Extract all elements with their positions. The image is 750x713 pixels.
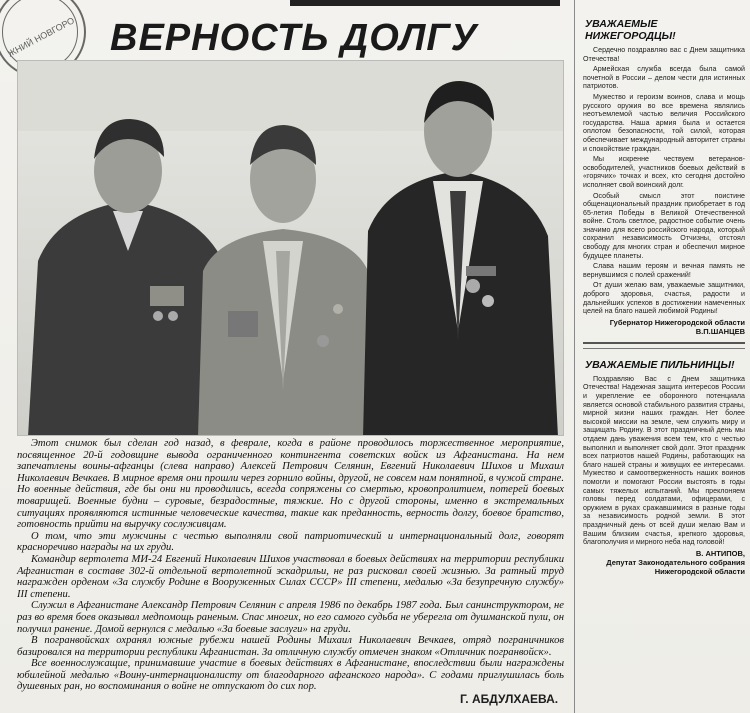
signature-line: Депутат Законодательного собрания <box>606 557 745 567</box>
signature-line: В.П.ШАНЦЕВ <box>695 326 745 336</box>
photo-illustration <box>18 61 564 436</box>
greeting1-paragraph: Мужество и героизм воинов, слава и мощь русского оружия во все времена являлись неотъемлемой частью величия Российского государства. Наша армия была и остается оплотом безопасности, той силой, которая обеспечивает международный авторитет страны и спокойствие граждан. <box>583 92 745 153</box>
article-paragraph: Служил в Афганистане Александр Петрович Селянин с апреля 1986 по декабрь 1987 года. Был санинструктором, не раз во время боев оказывал медпомощь раненым. Спас многих, но его самого судьба не уберегла от душманской пули, он получил ранение. Домой вернулся с медалью «За боевые заслуги» на груди. <box>17 600 564 635</box>
greeting1-paragraph: Слава нашим героям и вечная память не вернувшимся с полей сражений! <box>583 262 745 279</box>
greeting1-paragraph: Армейская служба всегда была самой почетной в России – делом чести для истинных патриотов. <box>583 65 745 91</box>
greeting2-text <box>583 375 745 547</box>
article-paragraph: Командир вертолета МИ-24 Евгений Николаевич Шихов участвовал в боевых действиях на территории республики Афганистан в составе 302-й отдельной вертолетной эскадрильи, не раз рисковал своей жизнью. За ратный труд награжден орденом «За службу Родине в Вооруженных Силах СССР» III степени, медалью «За безупречную службу» III степени. <box>17 553 564 600</box>
signature-line: В. АНТИПОВ, <box>695 548 745 558</box>
greeting2-paragraph: Поздравляю Вас с Днем защитника Отечества! Надежная защита интересов России и укрепление ее оборонного потенциала является основой стабильного развития страны, мирной жизни наших граждан. Нет более высокой миссии на земле, чем служить миру и защищать Родину. В этот праздничный день мы отдаем дань уважения всем тем, кто с честью выполнил и выполняет свой долг. Этот праздник всех патриотов нашей Родины, работающих на благо нашей страны и живущих ее интересами. Мужество и самоотверженность наших воинов помогли и помогают России выстоять в годы самых тяжелых испытаний. Мы преклоняем головы перед солдатами, офицерами, с оружием в руках сражавшимися в разные годы за независимость родной земли. В этот праздничный день от всей души желаю Вам и Вашим близким счастья, крепкого здоровья, благополучия и мирного неба над головой! <box>583 374 745 547</box>
article-paragraph: Этот снимок был сделан год назад, в феврале, когда в районе проводилось торжественное мероприятие, посвященное 20-й годовщине вывода ограниченного контингента советских войск из Афганистана. На нем запечатлены воины-афганцы (слева направо) Алексей Петрович Селянин, Евгений Николаевич Шихов и Михаил Николаевич Вечкаев. В мирное время они прошли через горнило войны, другой, не совсем нам понятной, в чужой стране. Но военные действия, где бы они ни проводились, всегда сопряжены со смертью, кровопролитием, потерей боевых товарищей. Военные будни – суровые, безрадостные, тяжкие. Но с другой стороны, именно в экстремальных ситуациях проявляются истинные человеческие качества, такие как преданность, верность долгу, боевое братство, готовность прийти на выручку сослуживцам. <box>17 438 564 531</box>
greeting2-signature <box>583 549 745 576</box>
article-body <box>17 438 564 693</box>
greeting1-paragraph: Особый смысл этот поистине общенациональный праздник приобретает в год 65-летия Победы в Великой Отечественной войне. Столь светлое, радостное событие очень значимо для всего российского народа, который сохранил независимость Отчизны, отстоял свободу для многих стран и обеспечил мирное будущее планеты. <box>583 191 745 260</box>
headline: ВЕРНОСТЬ ДОЛГУ <box>110 17 478 59</box>
article-paragraph: Все военнослужащие, принимавшие участие в боевых действиях в Афганистане, впоследствии были награждены юбилейной медалью «Воину-интернационалисту от благодарного афганского народа». С годами приглушилась боль душевных ран, но воспоминания о войне не отпускают до сих пор. <box>17 658 564 693</box>
greeting1-paragraph: Мы искренне чествуем ветеранов-освободителей, участников боевых действий в «горячих» точках и всех, кто сегодня достойно исполняет свой воинский долг. <box>583 155 745 189</box>
article-paragraph: В погранвойсках охранял южные рубежи нашей Родины Михаил Николаевич Вечкаев, отряд пограничников базировался на территории республики Афганистан. За отличную службу отмечен знаком «Отличник погранвойск». <box>17 635 564 658</box>
article-byline: Г. АБДУЛХАЕВА. <box>460 692 559 706</box>
greeting1-signature <box>583 318 745 336</box>
stamp-text: ЖНИЙ НОВГОРО <box>5 15 76 59</box>
greeting1-paragraph: Сердечно поздравляю вас с Днем защитника Отечества! <box>583 46 745 63</box>
greeting1-title: УВАЖАЕМЫЕ НИЖЕГОРОДЦЫ! <box>585 18 676 42</box>
greeting1-paragraph: От души желаю вам, уважаемые защитники, доброго здоровья, счастья, радости и дальнейших успехов в достижении намеченных целей на благо нашей любимой Родины! <box>583 281 745 316</box>
greetings-column <box>583 0 745 713</box>
article-paragraph: О том, что эти мужчины с честью выполняли свой патриотический и интернациональный долг, говорят красноречиво награды на их груди. <box>17 530 564 554</box>
greeting2-title: УВАЖАЕМЫЕ ПИЛЬНИНЦЫ! <box>585 358 735 371</box>
greeting1-text <box>583 46 745 316</box>
signature-line: Нижегородской области <box>654 566 745 576</box>
top-rule <box>290 0 560 6</box>
greeting-separator <box>583 342 745 344</box>
signature-line: Губернатор Нижегородской области <box>609 317 745 327</box>
article-photo <box>17 60 564 436</box>
column-divider <box>574 0 575 713</box>
